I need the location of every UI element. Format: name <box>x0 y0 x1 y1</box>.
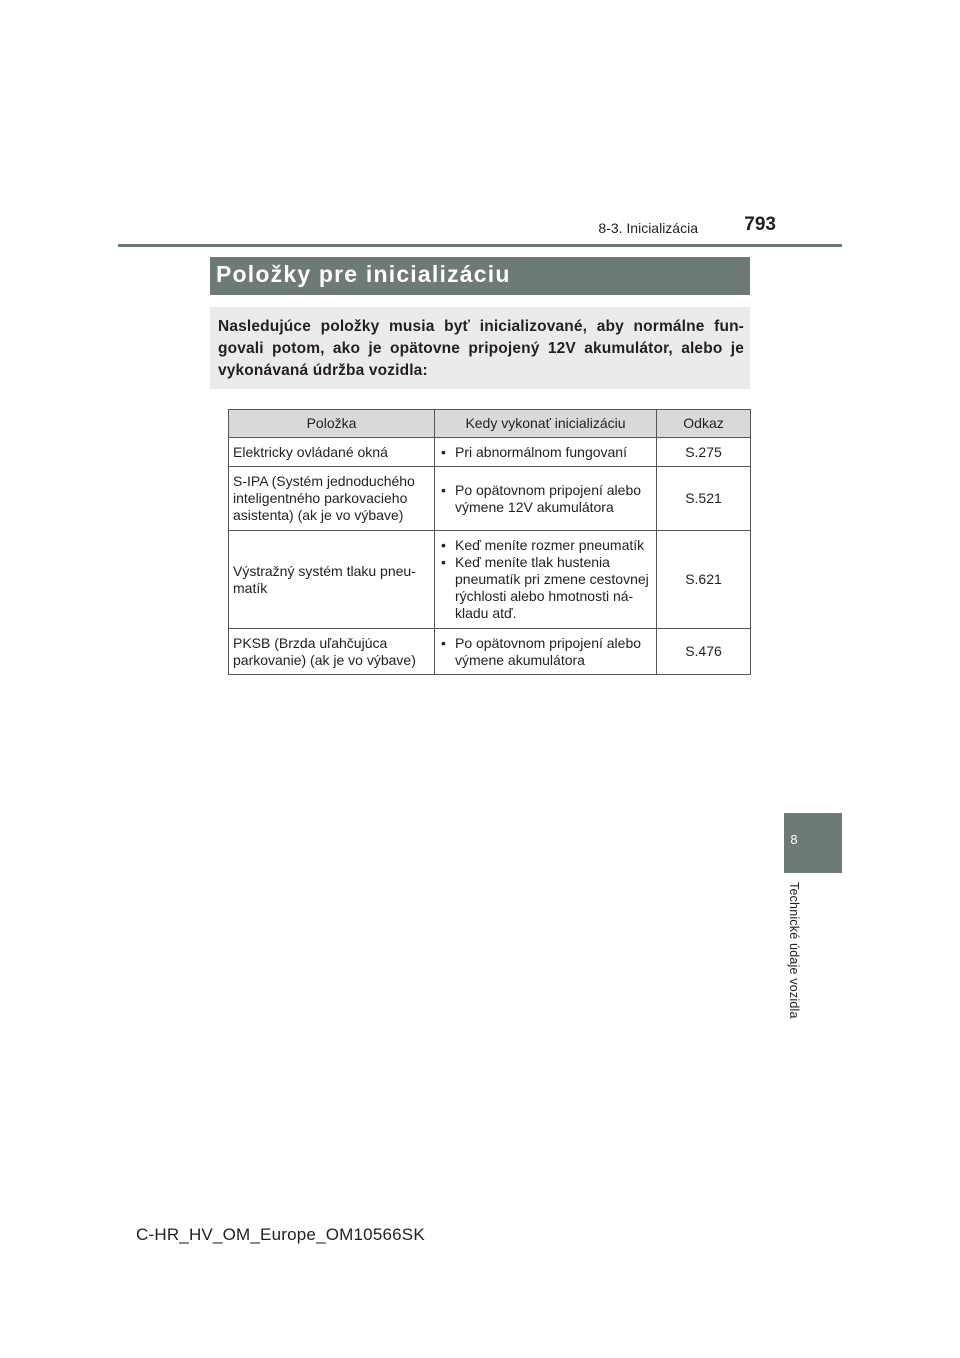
chapter-number: 8 <box>790 832 798 847</box>
when-bullet: • Pri abnormálnom fungovaní <box>441 444 652 461</box>
reference-cell: S.476 <box>657 629 751 675</box>
when-cell <box>435 629 657 675</box>
chapter-label: Technické údaje vozidla <box>787 882 801 1019</box>
item-cell: S-IPA (Systém jednoduchého inteligentného parkovacieho asistenta) (ak je vo výbave) <box>229 467 435 531</box>
section-label: 8-3. Inicializácia <box>598 220 698 236</box>
reference-cell: S.621 <box>657 531 751 629</box>
document-code: C-HR_HV_OM_Europe_OM10566SK <box>136 1225 425 1244</box>
when-bullet: • Po opätovnom pripojení alebo výmene akumulátora <box>441 635 652 669</box>
table-header-row <box>229 410 751 438</box>
table-row <box>229 438 751 467</box>
item-cell: Elektricky ovládané okná <box>229 438 435 467</box>
table-row <box>229 531 751 629</box>
when-bullet: • Po opätovnom pripojení alebo výmene 12V akumulátora <box>441 482 652 516</box>
when-cell <box>435 438 657 467</box>
when-bullet: • Keď meníte tlak hustenia pneumatík pri zmene cestovnej rýchlosti alebo hmotnosti ná-kladu atď. <box>441 554 652 622</box>
header-reference: Odkaz <box>657 410 751 438</box>
header-rule <box>118 244 842 247</box>
page-number: 793 <box>744 214 776 235</box>
when-cell <box>435 531 657 629</box>
item-cell: PKSB (Brzda uľahčujúca parkovanie) (ak je vo výbave) <box>229 629 435 675</box>
reference-cell: S.521 <box>657 467 751 531</box>
table-row <box>229 467 751 531</box>
section-title: Položky pre inicializáciu <box>216 261 511 287</box>
intro-box <box>210 307 750 389</box>
when-cell <box>435 467 657 531</box>
reference-cell: S.275 <box>657 438 751 467</box>
section-title-bar <box>210 257 750 295</box>
header-item: Položka <box>229 410 435 438</box>
item-cell: Výstražný systém tlaku pneu-matík <box>229 531 435 629</box>
chapter-tab <box>784 813 842 873</box>
intro-text: Nasledujúce položky musia byť inicializované, aby normálne fun-govali potom, ako je opätovne pripojený 12V akumulátor, alebo je vykonávaná údržba vozidla: <box>218 318 744 379</box>
header-when: Kedy vykonať inicializáciu <box>435 410 657 438</box>
table-row <box>229 629 751 675</box>
initialization-table <box>228 409 751 675</box>
when-bullet: • Keď meníte rozmer pneumatík <box>441 537 652 554</box>
